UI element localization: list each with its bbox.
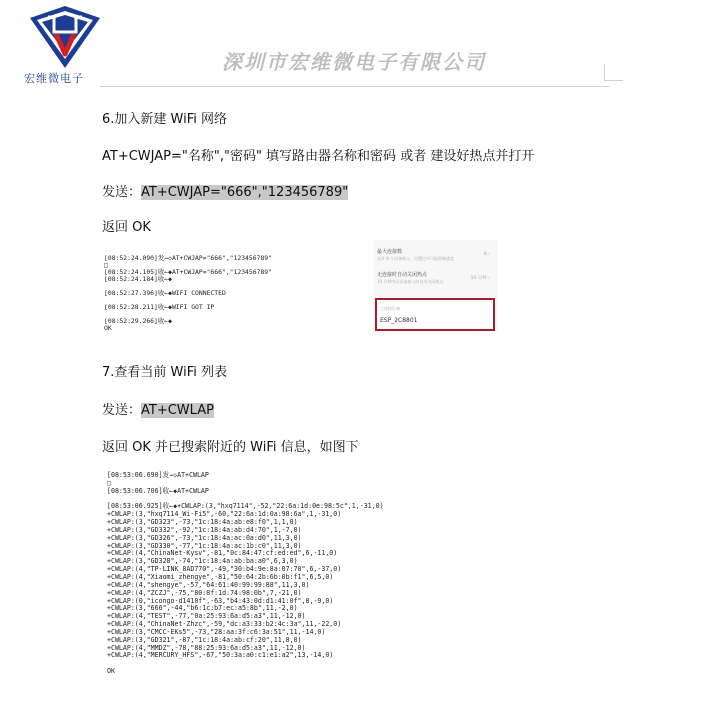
log-line: [08:53:06.690]发→◇AT+CWLAP [107,471,209,479]
log-line: [08:52:29.266]收←◆ [104,317,172,325]
log-line: OK [104,324,112,332]
log-line: +CWLAP:(0,"icongo-d1410f",-63,"b4:43:0d:d1:41:0f",8,-9,0) [107,596,334,605]
max-connections-sub: 允许 8 个设备接入，设置过多可能影响速度 [377,256,455,261]
log-line: +CWLAP:(3,"GD326",-73,"1c:18:4a:ac:0a:d0",11,3,0) [107,533,302,542]
log-line: +CWLAP:(3,"GD332",-92,"1c:18:4a:ab:d4:70",1,-7,0) [107,525,302,534]
connected-devices-label: 已连接设备 [380,306,400,311]
return-ok-7: 返回 OK 并已搜索附近的 WiFi 信息，如图下 [102,440,359,455]
company-name: 深圳市宏维微电子有限公司 [222,50,486,74]
log-line: +CWLAP:(4,"ChinaNet-Zhzc",-59,"dc:a3:33:b2:4c:3a",11,-22,0) [107,620,342,629]
send-command-highlight: AT+CWLAP [141,403,214,418]
auto-off-value[interactable]: 10 分钟 › [470,276,490,281]
log-line: +CWLAP:(4,"shengye",-57,"64:61:40:99:99:88",11,3,0) [107,580,310,589]
log-line: □ [107,478,111,487]
log-line: +CWLAP:(4,"ZCZJ",-75,"80:8f:1d:74:98:0b",7,-21,0) [107,588,302,597]
log-line: [08:52:28.211]收←◆WIFI GOT IP [104,303,215,311]
log-line: +CWLAP:(4,"TP-LINK_8AD770",-49,"30:b4:9e:8a:07:70",6,-37,0) [107,565,342,574]
log-line: +CWLAP:(3,"hxq7114_Wi-Fi5",-60,"22:6a:1d:0a:98:6a",1,-31,0) [107,510,342,519]
log-line: [08:52:24.090]发→◇AT+CWJAP="666","123456789" [104,254,272,262]
connected-devices-highlight [375,298,495,331]
cwjap-description: AT+CWJAP="名称","密码" 填写路由器名称和密码 或者 建设好热点并打开 [102,149,535,164]
serial-log-cwlap [107,472,384,676]
max-connections-value[interactable]: 8 › [483,252,490,257]
send-command-highlight: AT+CWJAP="666","123456789" [141,185,349,200]
logo-caption: 宏维微电子 [24,72,84,85]
log-line: [08:52:24.184]收←◆ [104,275,172,283]
section-7-heading: 7.查看当前 WiFi 列表 [102,365,227,380]
log-line [107,660,384,668]
return-ok-6: 返回 OK [102,220,151,235]
log-line: +CWLAP:(4,"ChinaNet-Kysv",-81,"0c:84:47:cf:ed:ed",6,-11,0) [107,549,338,558]
log-line: +CWLAP:(4,"TEST",-77,"0a:25:93:6a:d5:a3",11,-12,0) [107,612,306,621]
section-6-heading: 6.加入新建 WiFi 网络 [102,112,227,127]
device-name: ESP_2C8801 [380,317,418,324]
margin-corner-mark [604,64,623,81]
hv-shield-icon [28,4,102,70]
header-rule [100,86,610,87]
send-label: 发送： [102,403,142,418]
log-line: +CWLAP:(4,"Xiaomi_zhengye",-81,"50:64:2b:6b:0b:f1",6,5,0) [107,572,334,581]
auto-off-sub: 10 分钟内无设备接入时自动关闭热点 [377,279,444,284]
log-line: +CWLAP:(4,"MERCURY_HFS",-67,"50:3a:a0:c1:e1:a2",13,-14,0) [107,651,334,660]
log-line: [08:53:06.706]收←◆AT+CWLAP [107,486,209,495]
send-label: 发送： [102,185,142,200]
log-line: +CWLAP:(3,"CMCC-EKs5",-73,"28:aa:3f:c6:3a:51",11,-14,0) [107,627,326,636]
log-line: [08:52:24.105]收←◆AT+CWJAP="666","123456789" [104,268,272,276]
log-line: □ [104,261,108,269]
log-line: +CWLAP:(3,"666",-44,"b6:1c:b7:ec:a5:8b",11,-2,0) [107,604,298,613]
serial-log-cwjap [104,255,272,332]
log-line: [08:52:27.396]收←◆WIFI CONNECTED [104,289,226,297]
log-line: +CWLAP:(3,"GD330",-77,"1c:18:4a:ac:1b:c0",11,3,0) [107,541,302,550]
log-line: +CWLAP:(3,"GD323",-73,"1c:18:4a:ab:e8:f0",1,1,0) [107,518,298,527]
send-line-7 [102,399,214,418]
log-line: OK [107,667,115,676]
send-line-6 [102,181,348,200]
log-line: +CWLAP:(3,"GD328",-74,"1c:18:4a:ab:ba:a0",6,3,0) [107,557,298,566]
auto-off-title: 无连接时自动关闭热点 [377,272,428,278]
max-connections-title: 最大连接数 [377,249,403,255]
log-line: +CWLAP:(3,"GD321",-87,"1c:18:4a:ab:cf:20",11,8,0) [107,635,302,644]
log-line: +CWLAP:(4,"MMDZ",-78,"88:25:93:6a:d5:a3",11,-12,0) [107,643,306,652]
log-line: [08:53:06.925]收←◆+CWLAP:(3,"hxq7114",-52,"22:6a:1d:0e:98:5c",1,-31,0) [107,502,384,511]
